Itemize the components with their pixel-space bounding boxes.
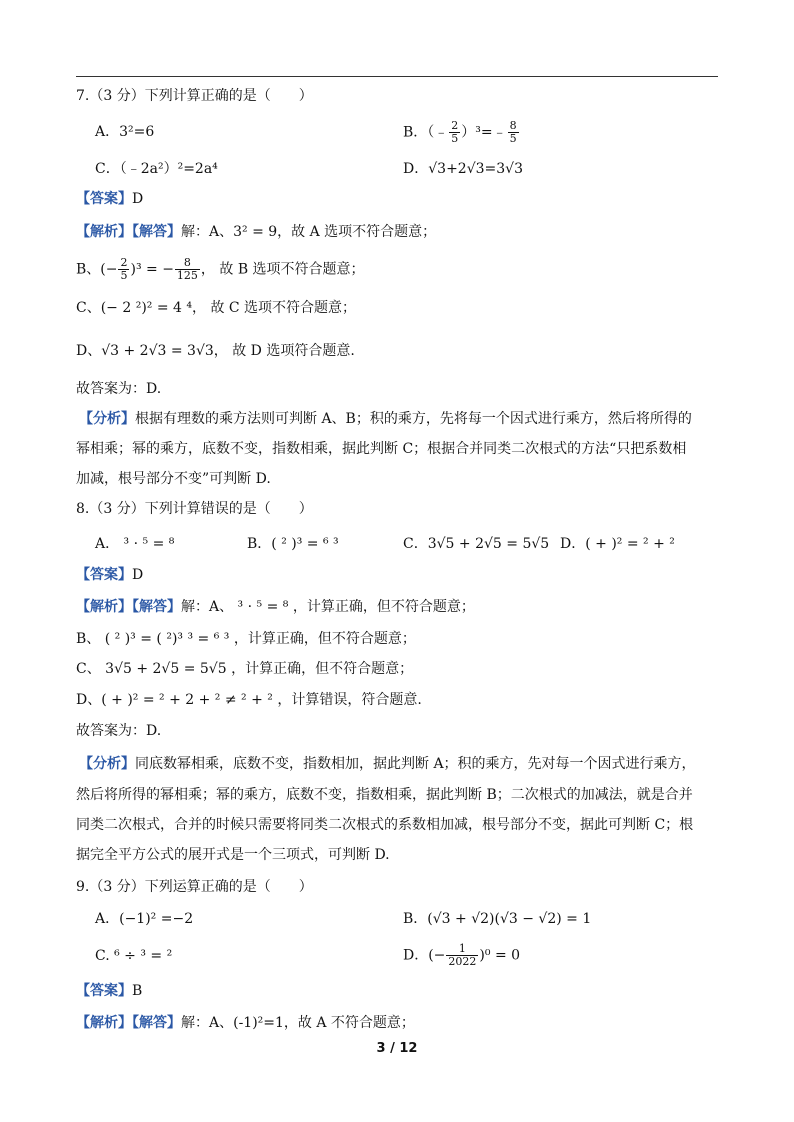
q8-solution-b: B、 ( ² )³ = ( ²)³ ³ = ⁶ ³ ，计算正确，但不符合题意；: [76, 631, 416, 647]
q7-b-frac1: $\frac{2}{5}$: [451, 119, 459, 145]
q9-stem: 9.（3 分）下列运算正确的是（ ）: [76, 879, 313, 895]
q8-solution-d: D、( + )² = ² + 2 + ² ≠ ² + ² ，计算错误，符合题意.: [76, 692, 422, 708]
q7-option-a: A．3²=6: [95, 124, 155, 140]
q7-sol-b-frac2: $\frac{8}{125}$: [176, 256, 198, 282]
q7-b-frac2: $\frac{8}{5}$: [509, 119, 517, 145]
q8-option-a: A． ³ · ⁵ = ⁸: [95, 536, 175, 552]
q9-option-c: C. ⁶ ÷ ³ = ²: [95, 948, 173, 964]
q9-option-b: B．(√3 + √2)(√3 − √2) = 1: [403, 911, 592, 927]
page-number: 3 / 12: [376, 1041, 418, 1056]
q7-d-math: √3+2√3=3√3: [428, 161, 523, 177]
q7-option-b: B．（﹣ $\frac{2}{5}$ ）³=﹣ $\frac{8}{5}$: [403, 119, 517, 145]
q9-solution-a: 【解析】【解答】解：A、(-1)²=1，故 A 不符合题意；: [76, 1015, 415, 1031]
q7-analysis-line2: 幂相乘；幂的乘方，底数不变，指数相乘，据此判断 C；根据合并同类二次根式的方法“只把系数相: [76, 441, 687, 457]
q8-analysis-line2: 然后将所得的幂相乘；幂的乘方，底数不变，指数相乘，据此判断 B；二次根式的加减法，就是合并: [76, 787, 693, 803]
q8-option-c: C．3√5 + 2√5 = 5√5: [403, 536, 550, 552]
q8-stem: 8.（3 分）下列计算错误的是（ ）: [76, 501, 313, 517]
q7-answer: 【答案】D: [76, 191, 144, 207]
q8-analysis-line4: 据完全平方公式的展开式是一个三项式，可判断 D.: [76, 847, 390, 863]
q9-option-a: A．(−1)² =−2: [95, 911, 194, 927]
q7-option-c: C．（﹣2a²）²=2a⁴: [95, 161, 218, 177]
q7-stem: 7.（3 分）下列计算正确的是（ ）: [76, 88, 313, 104]
q7-solution-a: 【解析】【解答】解：A、3² = 9，故 A 选项不符合题意；: [76, 224, 437, 240]
q7-analysis-line1: 【分析】根据有理数的乘方法则可判断 A、B；积的乘方，先将每一个因式进行乘方，然后将所得的: [79, 411, 692, 427]
q8-solution-a: 【解析】【解答】解：A、 ³ · ⁵ = ⁸ ，计算正确，但不符合题意；: [76, 599, 475, 615]
q7-option-d: D．√3+2√3=3√3: [403, 161, 523, 177]
q7-analysis-line3: 加减，根号部分不变”可判断 D.: [76, 471, 271, 487]
q8-analysis-line1: 【分析】同底数幂相乘，底数不变，指数相加，据此判断 A；积的乘方，先对每一个因式进行乘方，: [79, 756, 696, 772]
q7-solution-b: B、(− $\frac{2}{5}$ )³ = − $\frac{8}{125}$ ， 故 B 选项不符合题意；: [76, 256, 365, 282]
header-rule: [76, 76, 718, 77]
q8-answer: 【答案】D: [76, 567, 144, 583]
q9-answer: 【答案】B: [76, 983, 143, 999]
q8-analysis-line3: 同类二次根式，合并的时候只需要将同类二次根式的系数相加减，根号部分不变，据此可判断 C；根: [76, 817, 694, 833]
q9-option-d: D．(− $\frac{1}{2022}$ )⁰ = 0: [403, 942, 521, 968]
q7-solution-d: D、√3 + 2√3 = 3√3， 故 D 选项符合题意.: [76, 343, 355, 359]
q8-option-d: D．( + )² = ² + ²: [560, 536, 675, 552]
q8-solution-c: C、 3√5 + 2√5 = 5√5 ，计算正确，但不符合题意；: [76, 661, 414, 677]
q7-conclusion: 故答案为：D.: [76, 381, 162, 397]
q9-d-frac: $\frac{1}{2022}$: [448, 942, 477, 968]
q8-conclusion: 故答案为：D.: [76, 723, 162, 739]
q8-option-b: B．( ² )³ = ⁶ ³: [247, 536, 339, 552]
q7-solution-c: C、(− 2 ²)² = 4 ⁴， 故 C 选项不符合题意；: [76, 300, 357, 316]
q7-sol-b-frac1: $\frac{2}{5}$: [120, 256, 128, 282]
